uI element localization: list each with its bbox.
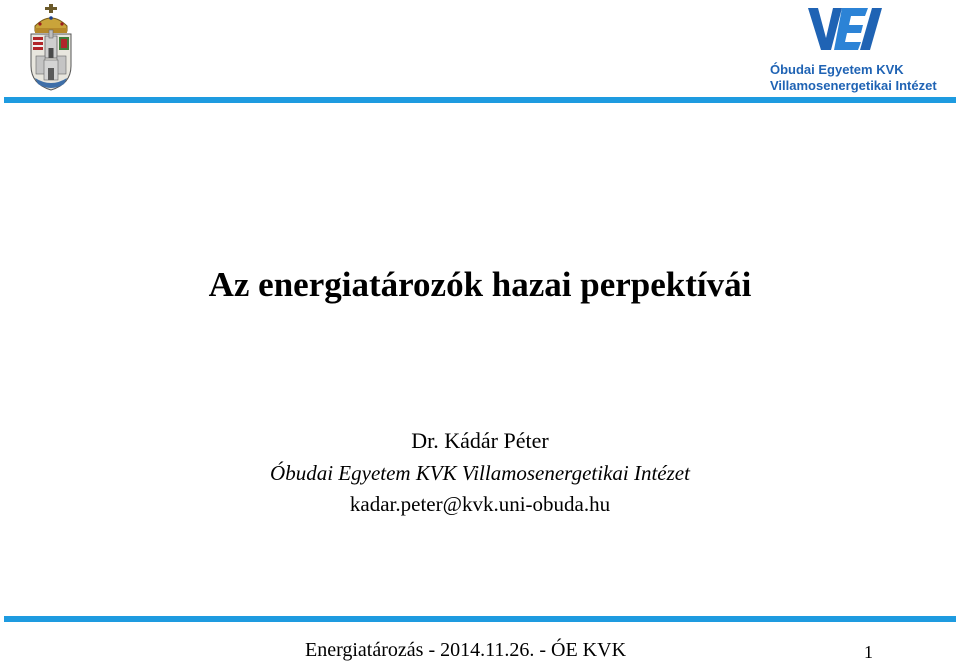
footer-caption-text: Energiatározás - 2014.11.26. - ÓE KVK xyxy=(304,639,627,661)
university-crest-icon xyxy=(26,4,76,92)
author-email: kadar.peter@kvk.uni-obuda.hu xyxy=(349,492,611,516)
author-name: Dr. Kádár Péter xyxy=(411,428,549,453)
footer-divider xyxy=(4,616,956,622)
header-divider xyxy=(4,97,956,103)
author-affiliation: Óbudai Egyetem KVK Villamosenergetikai Intézet xyxy=(270,461,690,485)
footer-caption xyxy=(0,638,945,662)
page-number: 1 xyxy=(864,642,873,662)
institute-line-1: Óbudai Egyetem KVK xyxy=(770,62,904,77)
institute-name xyxy=(770,62,956,94)
vei-logo-icon xyxy=(806,4,890,56)
institute-line-2: Villamosenergetikai Intézet xyxy=(770,78,937,93)
slide-title: Az energiatározók hazai perpektívái xyxy=(208,265,752,304)
